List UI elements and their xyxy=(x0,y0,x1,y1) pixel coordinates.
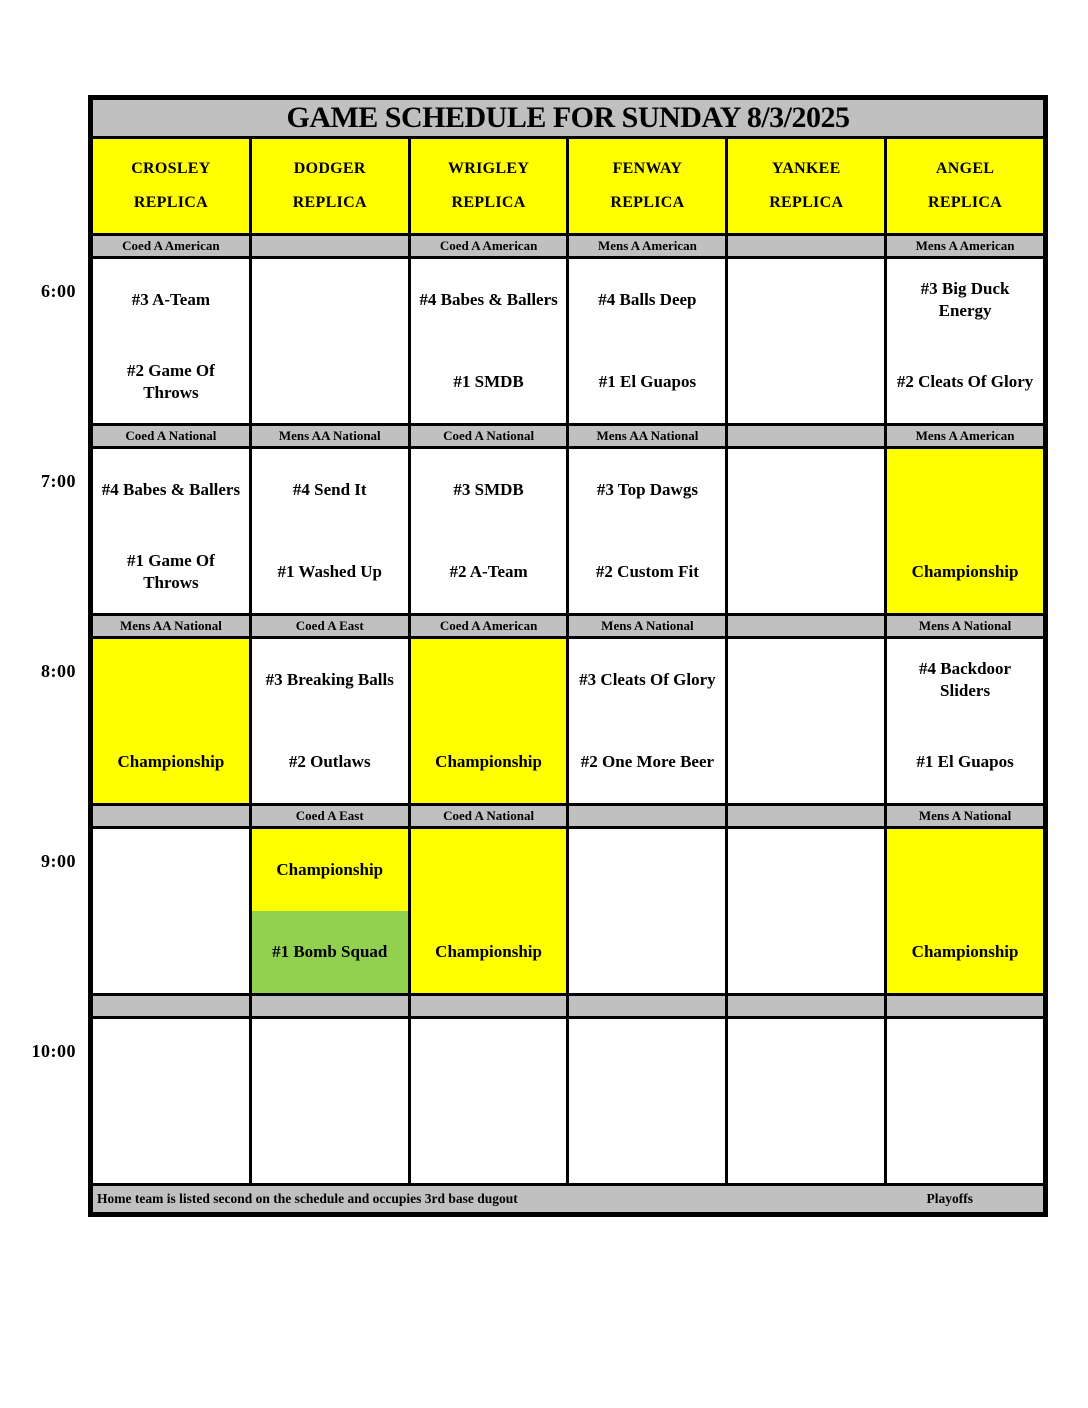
game-cell-1000-yankee xyxy=(728,1019,884,1183)
home-team-slot xyxy=(252,341,408,423)
visitor-team-slot: #3 Big Duck Energy xyxy=(920,278,1010,320)
home-team-slot: Championship xyxy=(411,721,567,803)
home-team-slot: #1 SMDB xyxy=(453,371,524,391)
league-strip-600-dodger xyxy=(252,236,408,256)
league-strip-800-yankee xyxy=(728,616,884,636)
game-cell-900-yankee xyxy=(728,829,884,993)
game-cell-700-yankee xyxy=(728,449,884,613)
home-team-slot: #1 Washed Up xyxy=(277,561,383,581)
league-strip-900-fenway xyxy=(569,806,725,826)
time-gutter xyxy=(0,0,88,1408)
league-strip-900-wrigley: Coed A National xyxy=(411,806,567,826)
league-strip-900-yankee xyxy=(728,806,884,826)
league-strip-600-wrigley: Coed A American xyxy=(411,236,567,256)
league-strip-1000-crosley xyxy=(93,996,249,1016)
time-label-1000: 10:00 xyxy=(31,1041,76,1061)
home-team-slot xyxy=(728,531,884,613)
league-strip-900-dodger: Coed A East xyxy=(252,806,408,826)
game-cell-600-yankee xyxy=(728,259,884,423)
game-cell-800-dodger xyxy=(252,639,408,803)
visitor-team-slot xyxy=(93,829,249,911)
visitor-team-slot: #3 Breaking Balls xyxy=(265,669,394,689)
field-name: FENWAY xyxy=(612,160,683,178)
field-sub: REPLICA xyxy=(769,193,844,211)
visitor-team-slot: #4 Send It xyxy=(292,479,367,499)
visitor-team-slot: #3 SMDB xyxy=(453,479,524,499)
game-cell-800-fenway xyxy=(569,639,725,803)
field-header-yankee xyxy=(728,139,884,233)
visitor-team-slot: #4 Balls Deep xyxy=(598,289,697,309)
game-cell-1000-wrigley xyxy=(411,1019,567,1183)
home-team-slot xyxy=(728,341,884,423)
visitor-team-slot: #3 A-Team xyxy=(131,289,211,309)
footer-bar xyxy=(93,1186,1043,1212)
game-cell-700-wrigley xyxy=(411,449,567,613)
visitor-team-slot: #3 Top Dawgs xyxy=(596,479,698,499)
league-strip-800-wrigley: Coed A American xyxy=(411,616,567,636)
game-cell-900-dodger xyxy=(252,829,408,993)
league-strip-1000-yankee xyxy=(728,996,884,1016)
field-name: YANKEE xyxy=(771,160,841,178)
time-label-900: 9:00 xyxy=(41,851,76,871)
field-name: ANGEL xyxy=(935,160,995,178)
league-strip-800-fenway: Mens A National xyxy=(569,616,725,636)
visitor-team-slot xyxy=(252,1019,408,1101)
home-team-slot: #1 Game Of Throws xyxy=(127,550,215,592)
visitor-team-slot xyxy=(252,259,408,341)
field-header-wrigley xyxy=(411,139,567,233)
home-team-slot: #2 A-Team xyxy=(449,561,528,581)
league-strip-1000-fenway xyxy=(569,996,725,1016)
game-cell-900-fenway xyxy=(569,829,725,993)
league-strip-1000-dodger xyxy=(252,996,408,1016)
game-cell-700-crosley xyxy=(93,449,249,613)
game-cell-600-wrigley xyxy=(411,259,567,423)
home-team-slot xyxy=(728,721,884,803)
league-strip-900-angel: Mens A National xyxy=(887,806,1043,826)
time-label-600: 6:00 xyxy=(41,281,76,301)
home-team-slot xyxy=(93,1101,249,1183)
home-team-slot: #2 Outlaws xyxy=(288,751,371,771)
game-cell-600-crosley xyxy=(93,259,249,423)
game-cell-600-angel xyxy=(887,259,1043,423)
league-strip-700-yankee xyxy=(728,426,884,446)
field-sub: REPLICA xyxy=(610,193,685,211)
field-header-crosley xyxy=(93,139,249,233)
home-team-slot: #2 One More Beer xyxy=(580,751,715,771)
game-cell-900-angel xyxy=(887,829,1043,993)
home-team-slot xyxy=(728,1101,884,1183)
field-header-fenway xyxy=(569,139,725,233)
field-name: WRIGLEY xyxy=(447,160,530,178)
league-strip-700-dodger: Mens AA National xyxy=(252,426,408,446)
league-strip-800-angel: Mens A National xyxy=(887,616,1043,636)
league-strip-700-fenway: Mens AA National xyxy=(569,426,725,446)
league-strip-600-crosley: Coed A American xyxy=(93,236,249,256)
home-team-slot: Championship xyxy=(93,721,249,803)
field-name: DODGER xyxy=(293,160,366,178)
field-name: CROSLEY xyxy=(131,160,211,178)
league-strip-800-dodger: Coed A East xyxy=(252,616,408,636)
home-team-slot xyxy=(887,1101,1043,1183)
league-strip-1000-wrigley xyxy=(411,996,567,1016)
visitor-team-slot xyxy=(93,1019,249,1101)
visitor-team-slot xyxy=(411,829,567,911)
league-strip-600-yankee xyxy=(728,236,884,256)
home-team-slot xyxy=(728,911,884,993)
game-cell-600-dodger xyxy=(252,259,408,423)
game-cell-600-fenway xyxy=(569,259,725,423)
home-team-slot: #1 El Guapos xyxy=(916,751,1014,771)
game-cell-900-wrigley xyxy=(411,829,567,993)
league-strip-800-crosley: Mens AA National xyxy=(93,616,249,636)
visitor-team-slot xyxy=(569,829,725,911)
home-team-slot: #1 El Guapos xyxy=(598,371,697,391)
home-team-slot xyxy=(252,1101,408,1183)
game-cell-800-crosley xyxy=(93,639,249,803)
game-cell-700-dodger xyxy=(252,449,408,613)
visitor-team-slot xyxy=(93,639,249,721)
home-team-slot xyxy=(569,1101,725,1183)
game-cell-900-crosley xyxy=(93,829,249,993)
time-label-700: 7:00 xyxy=(41,471,76,491)
home-team-slot: #2 Cleats Of Glory xyxy=(896,371,1034,391)
home-team-slot xyxy=(569,911,725,993)
visitor-team-slot: #4 Backdoor Sliders xyxy=(919,658,1012,700)
visitor-team-slot: #3 Cleats Of Glory xyxy=(579,669,716,689)
league-strip-600-fenway: Mens A American xyxy=(569,236,725,256)
home-team-slot xyxy=(411,1101,567,1183)
visitor-team-slot xyxy=(728,829,884,911)
league-strip-900-crosley xyxy=(93,806,249,826)
field-sub: REPLICA xyxy=(292,193,367,211)
home-team-slot: Championship xyxy=(887,531,1043,613)
footer-playoffs-label: Playoffs xyxy=(926,1191,973,1206)
game-cell-700-fenway xyxy=(569,449,725,613)
visitor-team-slot xyxy=(728,449,884,531)
time-label-800: 8:00 xyxy=(41,661,76,681)
visitor-team-slot xyxy=(728,1019,884,1101)
game-cell-1000-crosley xyxy=(93,1019,249,1183)
home-team-slot xyxy=(93,911,249,993)
home-team-slot: Championship xyxy=(887,911,1043,993)
visitor-team-slot: Championship xyxy=(252,829,408,911)
schedule-title: GAME SCHEDULE FOR SUNDAY 8/3/2025 xyxy=(93,100,1043,136)
game-cell-1000-angel xyxy=(887,1019,1043,1183)
field-header-angel xyxy=(887,139,1043,233)
field-sub: REPLICA xyxy=(928,193,1003,211)
league-strip-700-wrigley: Coed A National xyxy=(411,426,567,446)
field-header-dodger xyxy=(252,139,408,233)
visitor-team-slot xyxy=(411,639,567,721)
game-cell-1000-fenway xyxy=(569,1019,725,1183)
game-cell-700-angel xyxy=(887,449,1043,613)
game-cell-800-wrigley xyxy=(411,639,567,803)
visitor-team-slot xyxy=(728,259,884,341)
visitor-team-slot: #4 Babes & Ballers xyxy=(419,289,558,309)
field-sub: REPLICA xyxy=(133,193,208,211)
field-sub: REPLICA xyxy=(451,193,526,211)
home-team-slot: Championship xyxy=(411,911,567,993)
league-strip-700-crosley: Coed A National xyxy=(93,426,249,446)
visitor-team-slot xyxy=(887,829,1043,911)
league-strip-600-angel: Mens A American xyxy=(887,236,1043,256)
visitor-team-slot xyxy=(411,1019,567,1101)
league-strip-700-angel: Mens A American xyxy=(887,426,1043,446)
game-cell-1000-dodger xyxy=(252,1019,408,1183)
game-cell-800-yankee xyxy=(728,639,884,803)
home-team-slot: #2 Game Of Throws xyxy=(127,360,215,402)
home-team-slot: #2 Custom Fit xyxy=(595,561,699,581)
footer-note: Home team is listed second on the schedule and occupies 3rd base dugout xyxy=(97,1191,518,1206)
home-team-slot: #1 Bomb Squad xyxy=(252,911,408,993)
visitor-team-slot: #4 Babes & Ballers xyxy=(101,479,241,499)
visitor-team-slot xyxy=(887,449,1043,531)
visitor-team-slot xyxy=(728,639,884,721)
game-schedule-table xyxy=(88,95,1048,1217)
league-strip-1000-angel xyxy=(887,996,1043,1016)
game-cell-800-angel xyxy=(887,639,1043,803)
visitor-team-slot xyxy=(887,1019,1043,1101)
visitor-team-slot xyxy=(569,1019,725,1101)
